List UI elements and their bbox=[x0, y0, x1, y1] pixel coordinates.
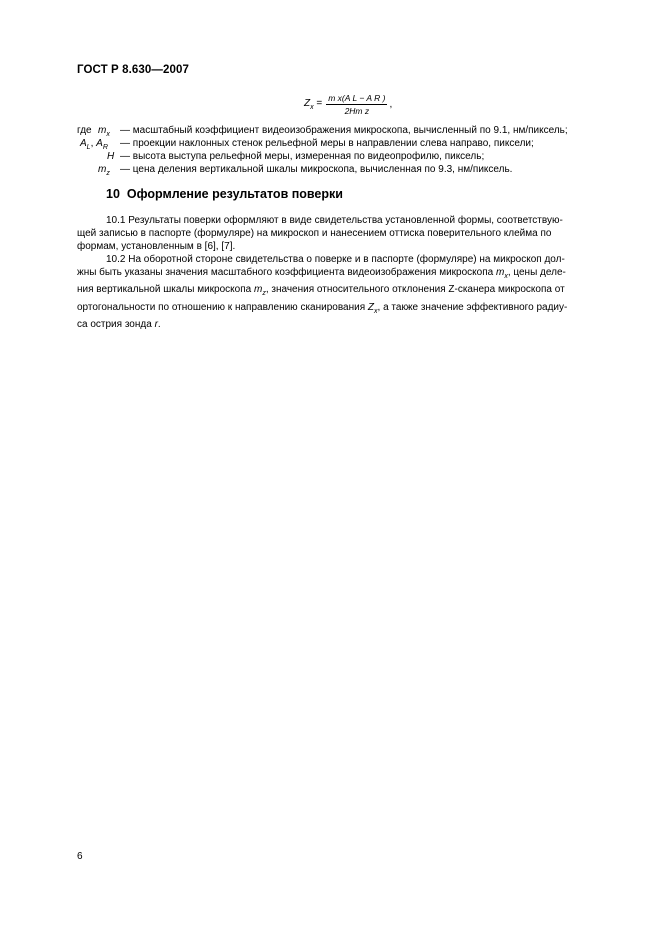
section-number: 10 bbox=[106, 187, 120, 201]
definition-text: — цена деления вертикальной шкалы микроскопа, вычисленная по 9.3, нм/пиксель. bbox=[120, 164, 513, 175]
page-number: 6 bbox=[77, 851, 83, 862]
formula-denominator: 2Hm z bbox=[344, 106, 370, 116]
definition-text: — высота выступа рельефной меры, измеренная по видеопрофилю, пиксель; bbox=[120, 151, 485, 162]
document-header: ГОСТ Р 8.630—2007 bbox=[77, 64, 189, 76]
formula-comma: , bbox=[389, 99, 393, 110]
definition-lead: где bbox=[77, 125, 92, 136]
definition-text: — проекции наклонных стенок рельефной меры в направлении слева направо, пиксели; bbox=[120, 138, 534, 149]
paragraph-line: ния вертикальной шкалы микроскопа $m_z$, значения относительного отклонения Z-сканера микроскопа от bbox=[77, 284, 565, 298]
formula-numerator: m x(A L − A R ) bbox=[328, 93, 386, 103]
paragraph-line: формам, установленным в [6], [7]. bbox=[77, 241, 236, 253]
paragraph-10-1 bbox=[77, 214, 616, 254]
section-heading bbox=[106, 187, 343, 201]
definition-symbol: H bbox=[107, 151, 115, 162]
formula-zx bbox=[304, 93, 392, 116]
definition-symbol: $m_x$ bbox=[98, 125, 110, 138]
formula-lhs: $Z_x$ = bbox=[304, 98, 323, 111]
section-title: Оформление результатов поверки bbox=[126, 187, 343, 201]
definition-symbol: $m_z$ bbox=[98, 164, 110, 177]
paragraph-line: жны быть указаны значения масштабного коэффициента видеоизображения микроскопа $m_x$, цены деле- bbox=[77, 267, 566, 281]
paragraph-line: 10.1 Результаты поверки оформляют в виде свидетельства установленной формы, соответствую- bbox=[106, 215, 563, 226]
paragraph-line: са острия зонда r. bbox=[77, 318, 161, 330]
paragraph-line: ортогональности по отношению к направлению сканирования $Z_x$, а также значение эффективного радиу- bbox=[77, 301, 568, 315]
paragraph-10-2 bbox=[77, 253, 616, 331]
paragraph-line: 10.2 На оборотной стороне свидетельства о поверке и в паспорте (формуляре) на микроскоп дол- bbox=[106, 254, 565, 265]
definition-symbol: $A_L$, $A_R$ bbox=[80, 138, 108, 151]
paragraph-line: щей записью в паспорте (формуляре) на микроскоп и нанесением оттиска поверительного клейма по bbox=[77, 228, 552, 240]
formula-fraction bbox=[326, 93, 387, 116]
definition-text: — масштабный коэффициент видеоизображения микроскопа, вычисленный по 9.1, нм/пиксель; bbox=[120, 125, 568, 136]
